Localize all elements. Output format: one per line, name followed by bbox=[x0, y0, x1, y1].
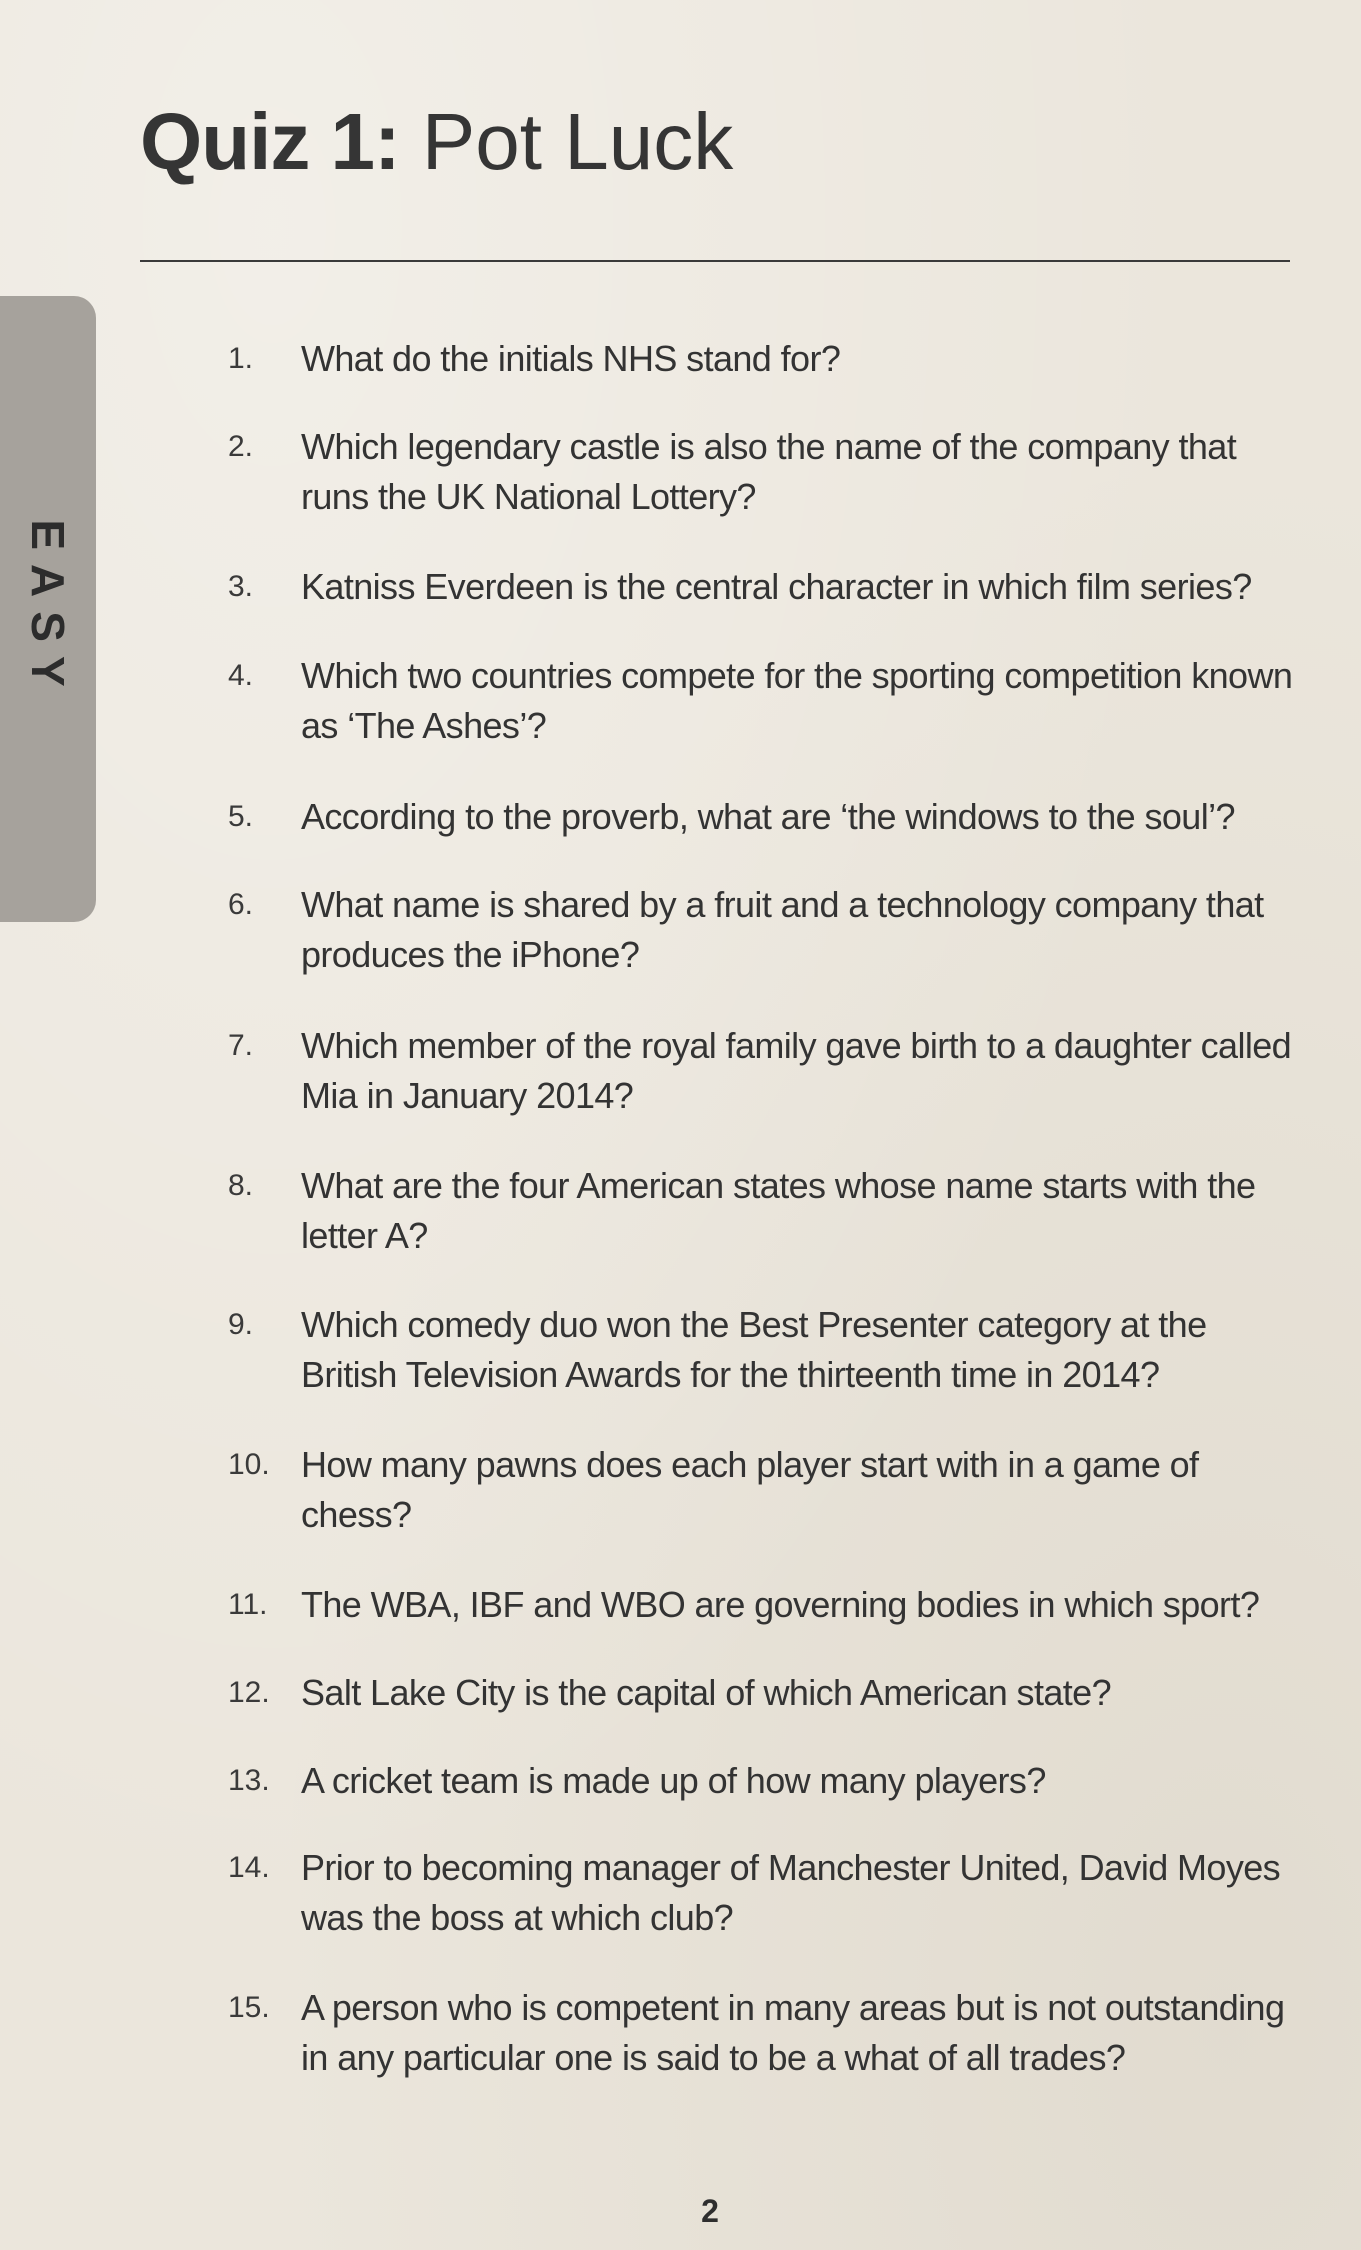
question-number: 3. bbox=[228, 570, 254, 603]
question-number: 10. bbox=[228, 1448, 270, 1481]
page-title bbox=[140, 92, 733, 192]
question-item bbox=[228, 1756, 1298, 1806]
question-number: 2. bbox=[228, 430, 254, 463]
question-text: Salt Lake City is the capital of which American state? bbox=[301, 1672, 1112, 1713]
question-number: 15. bbox=[228, 1991, 270, 2024]
question-item bbox=[228, 651, 1298, 751]
title-divider bbox=[140, 260, 1290, 262]
question-item bbox=[228, 880, 1298, 980]
question-number: 11. bbox=[228, 1588, 268, 1621]
question-item bbox=[228, 792, 1298, 842]
question-item bbox=[228, 334, 1298, 384]
question-number: 5. bbox=[228, 800, 254, 833]
question-text: A person who is competent in many areas but is not outstanding in any particular one is said to be a what of all trades? bbox=[301, 1987, 1285, 2078]
question-text: Which comedy duo won the Best Presenter category at the British Television Awards for the thirteenth time in 2014? bbox=[301, 1304, 1207, 1395]
question-item bbox=[228, 1580, 1298, 1630]
page-number: 2 bbox=[701, 2193, 719, 2229]
question-number: 4. bbox=[228, 659, 254, 692]
question-text: What do the initials NHS stand for? bbox=[301, 338, 841, 379]
question-item bbox=[228, 1161, 1298, 1261]
question-item bbox=[228, 1021, 1298, 1121]
question-number: 12. bbox=[228, 1676, 270, 1709]
question-number: 14. bbox=[228, 1851, 270, 1884]
question-item bbox=[228, 1843, 1298, 1943]
quiz-number: Quiz 1: bbox=[140, 97, 400, 186]
quiz-topic: Pot Luck bbox=[399, 97, 734, 186]
question-text: Which member of the royal family gave birth to a daughter called Mia in January 2014? bbox=[301, 1025, 1292, 1116]
question-text: Which two countries compete for the sporting competition known as ‘The Ashes’? bbox=[301, 655, 1293, 746]
question-item bbox=[228, 562, 1298, 612]
question-item bbox=[228, 1983, 1298, 2083]
question-text: What are the four American states whose name starts with the letter A? bbox=[301, 1165, 1256, 1256]
question-text: Katniss Everdeen is the central character in which film series? bbox=[301, 566, 1252, 607]
question-number: 9. bbox=[228, 1308, 254, 1341]
question-number: 1. bbox=[228, 342, 254, 375]
question-number: 6. bbox=[228, 888, 254, 921]
question-item bbox=[228, 1668, 1298, 1718]
question-text: A cricket team is made up of how many players? bbox=[301, 1760, 1046, 1801]
question-text: How many pawns does each player start with in a game of chess? bbox=[301, 1444, 1199, 1535]
difficulty-label: EASY bbox=[22, 519, 74, 701]
question-number: 8. bbox=[228, 1169, 254, 1202]
question-text: Prior to becoming manager of Manchester United, David Moyes was the boss at which club? bbox=[301, 1847, 1281, 1938]
question-text: According to the proverb, what are ‘the windows to the soul’? bbox=[301, 796, 1235, 837]
question-text: Which legendary castle is also the name of the company that runs the UK National Lottery? bbox=[301, 426, 1237, 517]
question-item bbox=[228, 1300, 1298, 1400]
question-item bbox=[228, 422, 1298, 522]
question-text: What name is shared by a fruit and a technology company that produces the iPhone? bbox=[301, 884, 1264, 975]
question-text: The WBA, IBF and WBO are governing bodies in which sport? bbox=[301, 1584, 1260, 1625]
question-item bbox=[228, 1440, 1298, 1540]
question-number: 13. bbox=[228, 1764, 270, 1797]
question-number: 7. bbox=[228, 1029, 254, 1062]
